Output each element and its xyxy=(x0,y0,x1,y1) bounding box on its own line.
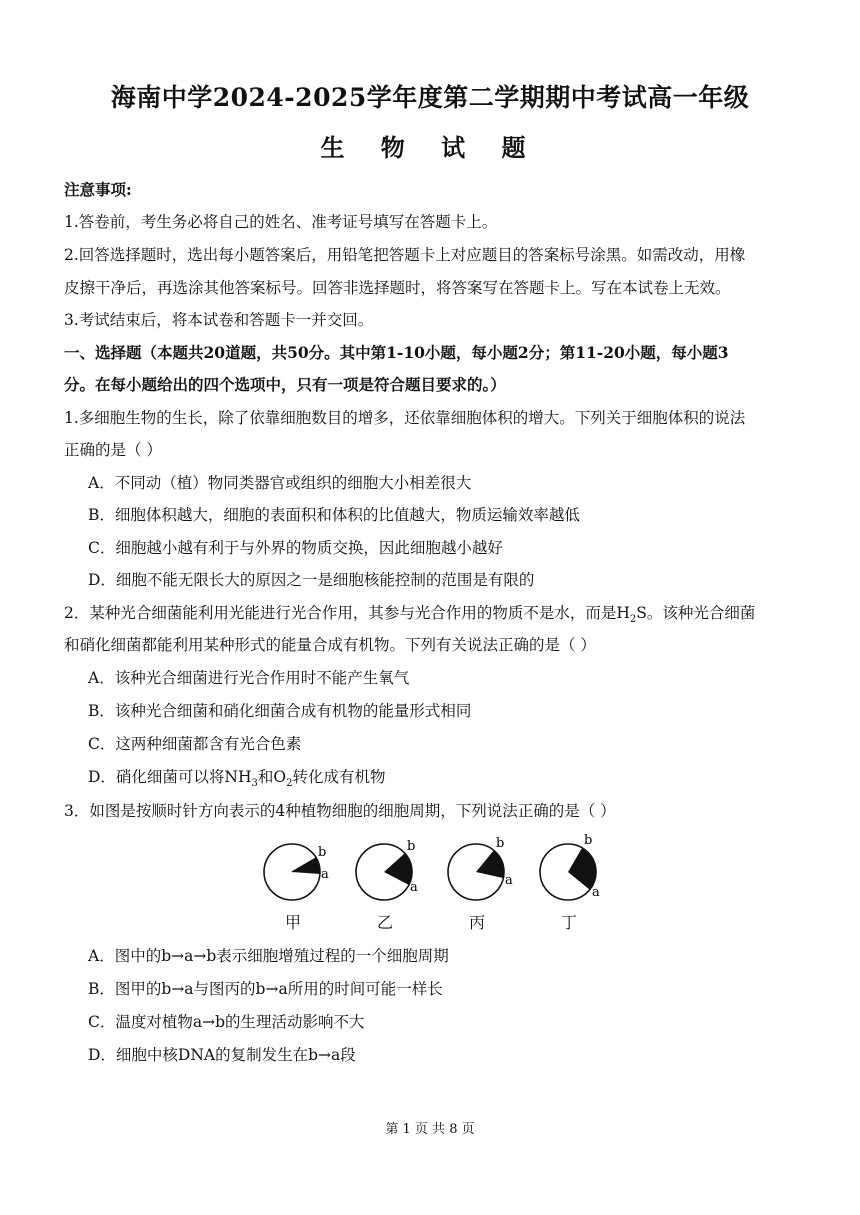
yi-point-b: b xyxy=(407,839,416,854)
ding-point-a: a xyxy=(592,885,600,900)
exam-title: 海南中学2024-2025学年度第二学期期中考试高一年级 xyxy=(110,83,750,112)
cell-cycle-ding xyxy=(540,833,600,900)
section-heading-line-2: 分。在每小题给出的四个选项中，只有一项是符合题目要求的。） xyxy=(64,375,506,394)
cell-cycle-figure xyxy=(260,828,610,928)
q2-stem-part-1: 2．某种光合细菌能利用光能进行光合作用，其参与光合作用的物质不是水，而是H xyxy=(64,604,630,622)
bing-point-b: b xyxy=(496,836,505,851)
q2-option-d-part-3: 转化成有机物 xyxy=(292,768,386,786)
page-number: 第 1 页 共 8 页 xyxy=(385,1122,475,1137)
q2-stem-part-2: S。该种光合细菌 xyxy=(636,604,756,622)
exam-subject: 生 物 试 题 xyxy=(320,133,540,162)
notice-item-3: 3.考试结束后，将本试卷和答题卡一并交回。 xyxy=(64,311,374,329)
q3-option-c: C．温度对植物a→b的生理活动影响不大 xyxy=(88,1013,365,1031)
ding-point-b: b xyxy=(584,833,593,848)
figure-label-yi: 乙 xyxy=(377,913,394,932)
notice-item-1: 1.答卷前，考生务必将自己的姓名、准考证号填写在答题卡上。 xyxy=(64,213,498,231)
q1-option-a: A．不同动（植）物同类器官或组织的细胞大小相差很大 xyxy=(88,474,472,492)
q1-stem-line-2: 正确的是（ ） xyxy=(64,441,162,459)
q3-option-a: A．图中的b→a→b表示细胞增殖过程的一个细胞周期 xyxy=(88,947,449,965)
q1-option-c: C．细胞越小越有利于与外界的物质交换，因此细胞越小越好 xyxy=(88,539,503,557)
q3-option-b: B．图甲的b→a与图丙的b→a所用的时间可能一样长 xyxy=(88,980,443,998)
q2-stem-line-2: 和硝化细菌都能利用某种形式的能量合成有机物。下列有关说法正确的是（ ） xyxy=(64,636,596,654)
q1-stem-line-1: 1.多细胞生物的生长，除了依靠细胞数目的增多，还依靠细胞体积的增大。下列关于细胞体积的说法 xyxy=(64,409,746,427)
q2-option-d-sub-1: 3 xyxy=(251,778,258,790)
q2-stem-subscript: 2 xyxy=(629,614,637,626)
q2-option-d-part-2: 和O xyxy=(257,768,287,786)
q2-option-a: A．该种光合细菌进行光合作用时不能产生氧气 xyxy=(88,669,410,687)
q2-option-d xyxy=(88,765,386,789)
yi-point-a: a xyxy=(410,880,418,895)
jia-point-a: a xyxy=(321,867,329,882)
q2-option-d-sub-2: 2 xyxy=(286,778,293,790)
q2-option-b: B．该种光合细菌和硝化细菌合成有机物的能量形式相同 xyxy=(88,702,472,720)
notice-item-2-line-2: 皮擦干净后，再选涂其他答案标号。回答非选择题时，将答案写在答题卡上。写在本试卷上无效。 xyxy=(64,279,731,297)
figure-label-ding: 丁 xyxy=(561,913,578,932)
figure-label-jia: 甲 xyxy=(285,913,302,932)
cell-cycle-bing xyxy=(448,836,513,900)
q1-option-b: B．细胞体积越大，细胞的表面积和体积的比值越大，物质运输效率越低 xyxy=(88,506,580,524)
q2-option-c: C．这两种细菌都含有光合色素 xyxy=(88,735,302,753)
figure-label-bing: 丙 xyxy=(469,913,486,932)
jia-point-b: b xyxy=(318,845,327,860)
section-heading-line-1: 一、选择题（本题共20道题，共50分。其中第1-10小题，每小题2分；第11-20小题，每小题3 xyxy=(64,343,729,362)
q2-option-d-part-1: D．硝化细菌可以将NH xyxy=(88,768,252,786)
notice-heading: 注意事项: xyxy=(64,180,132,199)
q3-stem: 3．如图是按顺时针方向表示的4种植物细胞的细胞周期，下列说法正确的是（ ） xyxy=(64,802,616,820)
notice-item-2-line-1: 2.回答选择题时，选出每小题答案后，用铅笔把答题卡上对应题目的答案标号涂黑。如需改动，用橡 xyxy=(64,246,746,264)
cell-cycle-yi xyxy=(356,839,418,900)
q3-option-d: D．细胞中核DNA的复制发生在b→a段 xyxy=(88,1046,356,1064)
bing-point-a: a xyxy=(505,873,513,888)
q1-option-d: D．细胞不能无限长大的原因之一是细胞核能控制的范围是有限的 xyxy=(88,571,535,589)
q2-stem-line-1 xyxy=(64,601,755,625)
cell-cycle-jia xyxy=(264,844,329,900)
